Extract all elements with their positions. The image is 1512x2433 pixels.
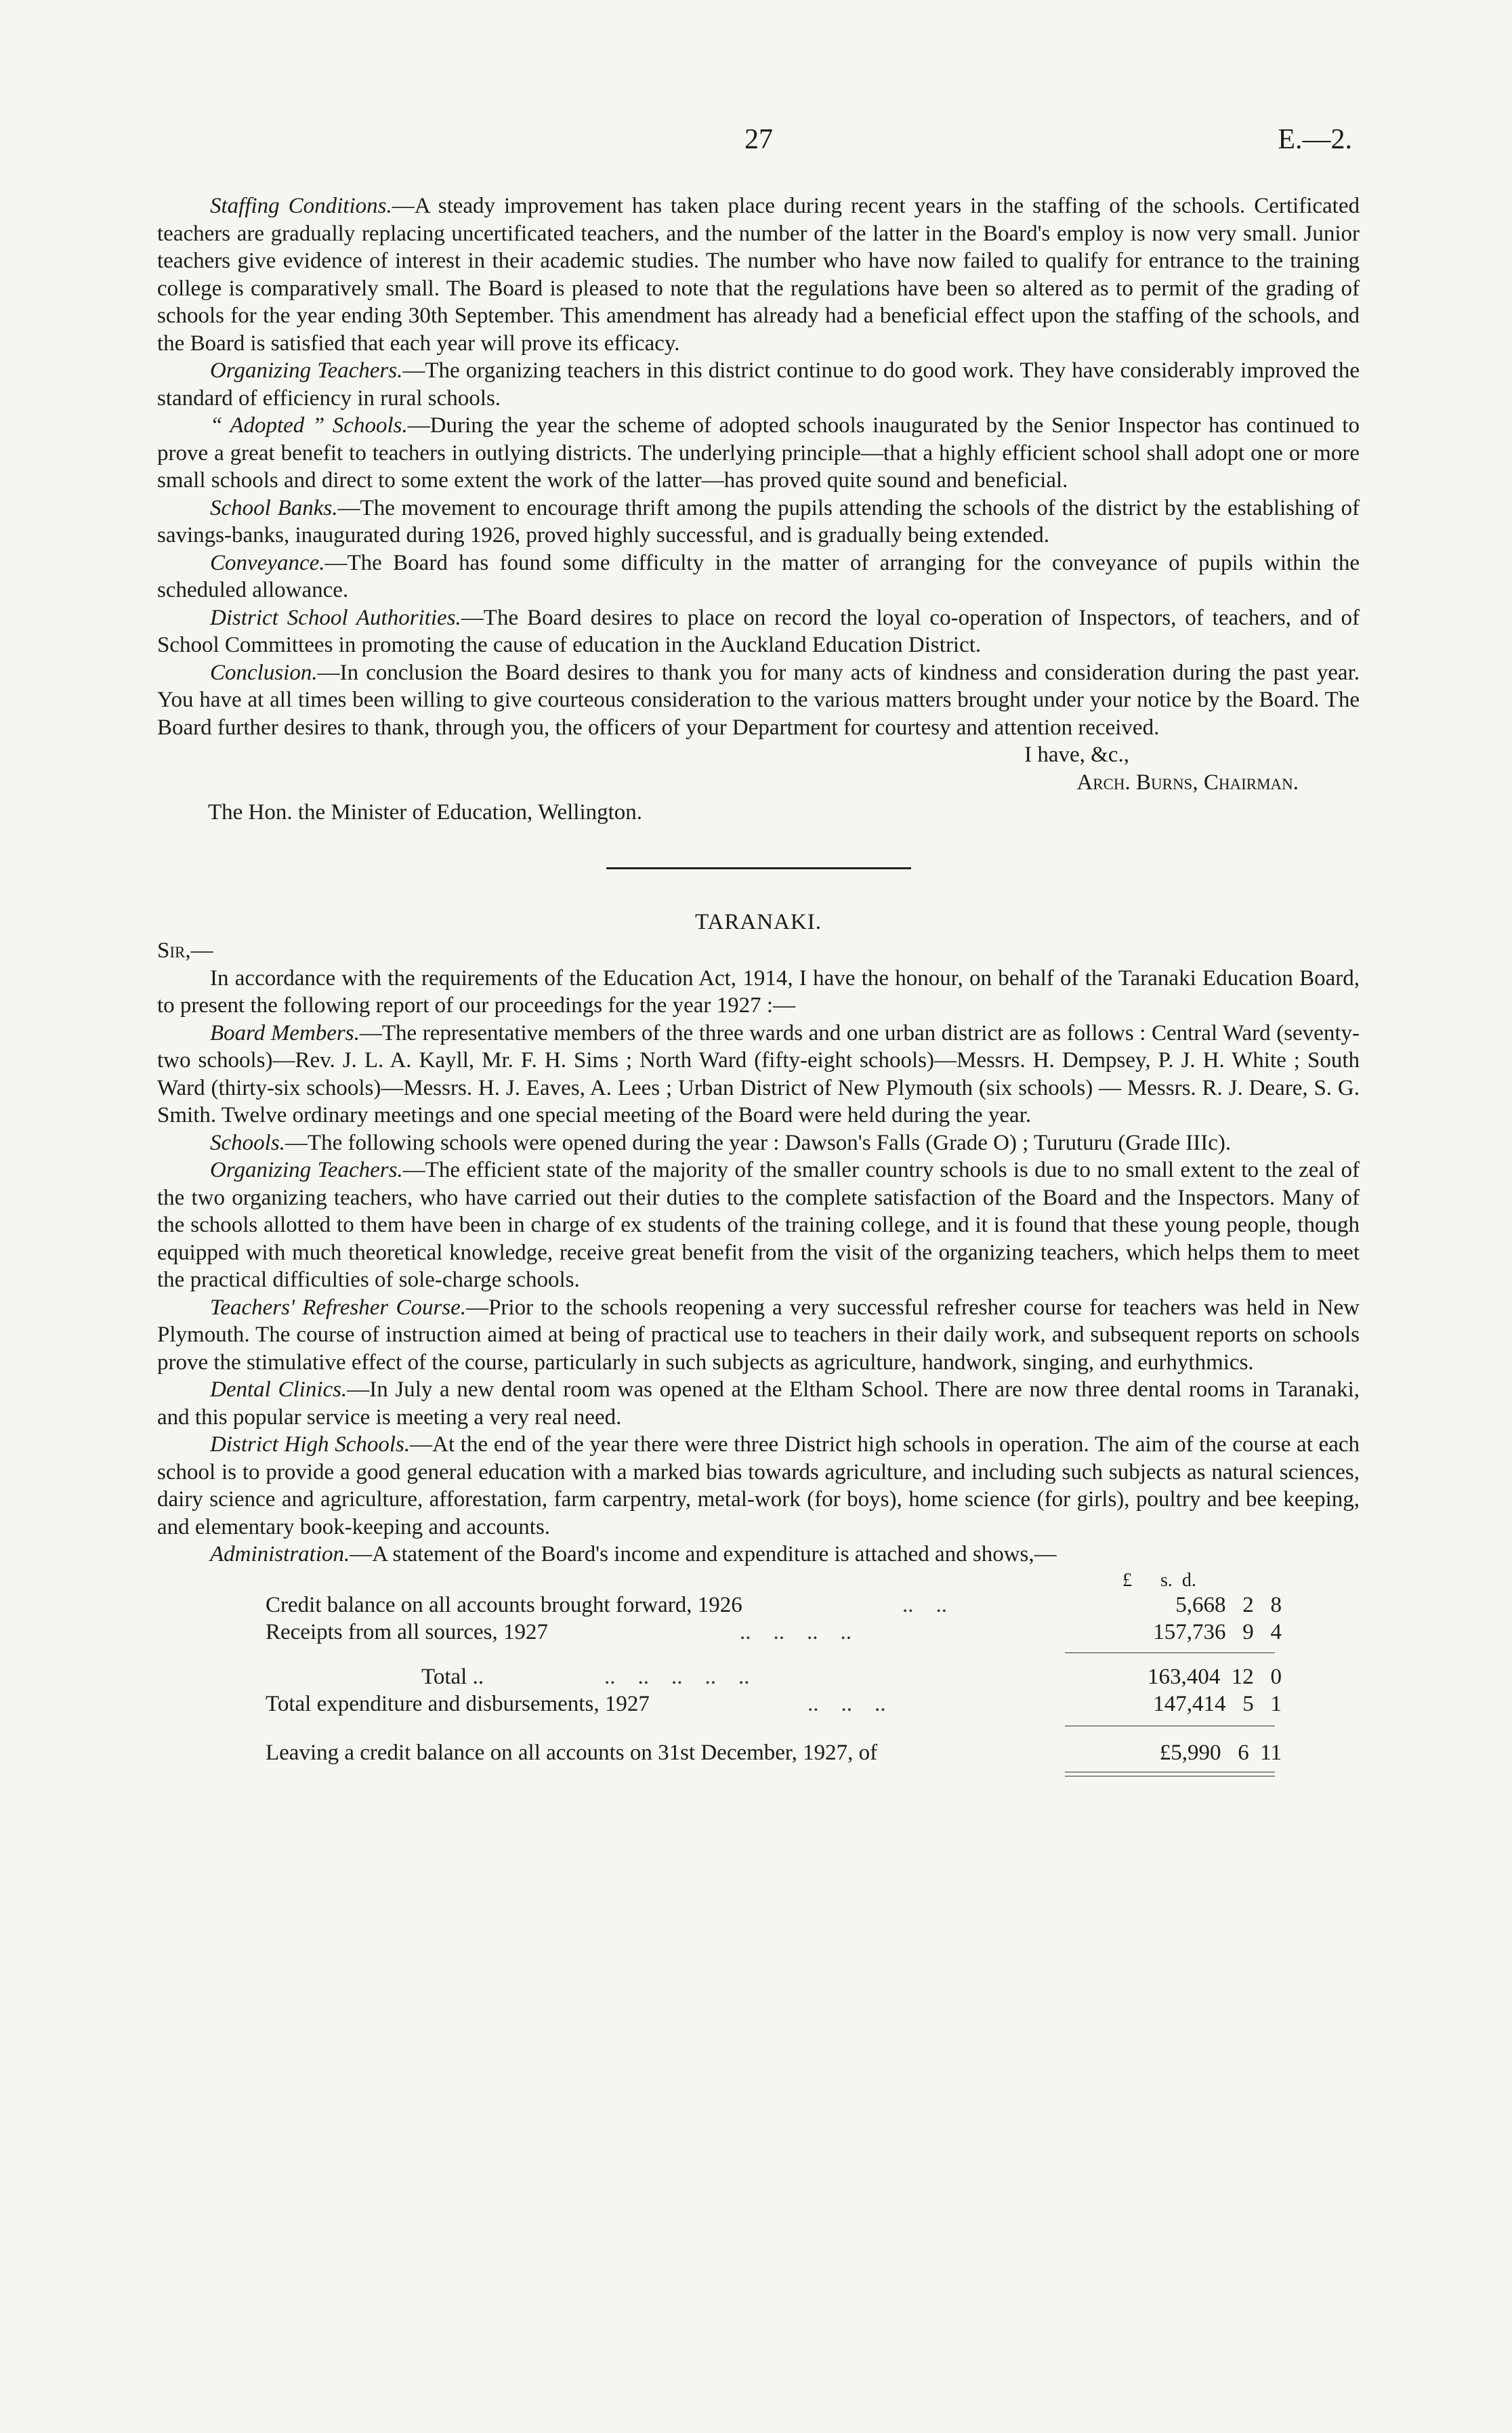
paragraph-text: —The following schools were opened during the year : Dawson's Falls (Grade O) ; Turuturu (Grade IIIc). xyxy=(285,1130,1232,1155)
page-number: 27 xyxy=(744,124,773,155)
section-title: TARANAKI. xyxy=(695,909,822,934)
section-divider xyxy=(606,867,911,869)
paragraph-staffing xyxy=(157,192,1360,357)
paragraph-dental-clinics xyxy=(157,1376,1360,1431)
paragraph-conclusion xyxy=(157,659,1360,742)
paragraph-text: —The Board desires to place on record the loyal co-operation of Inspectors, of teachers, and of School Committees in promoting the cause of education in the Auckland Education District. xyxy=(157,605,1360,657)
paragraph-lead: Teachers' Refresher Course. xyxy=(210,1295,467,1320)
leader-dots: .. .. .. .. xyxy=(740,1619,852,1644)
paragraph-text: —During the year the scheme of adopted schools inaugurated by the Senior Inspector has continued to prove a great benefit to teachers in outlying districts. The underlying principle—that a highly efficient school shall adopt one or more small schools and direct to some extent the work of the latter—has proved quite sound and beneficial. xyxy=(157,413,1360,493)
account-row-label: Leaving a credit balance on all accounts on 31st December, 1927, of xyxy=(266,1740,878,1765)
paragraph-lead: Organizing Teachers. xyxy=(210,358,403,383)
paragraph-lead: “ Adopted ” Schools. xyxy=(210,413,408,438)
paragraph-text: —The representative members of the three wards and one urban district are as follows : Central Ward (seventy-two schools)—Rev. J. L. A. Kayll, Mr. F. H. Sims ; North Ward (fifty-eight schools)—Messrs. H. Dempsey, P. J. H. White ; South Ward (thirty-six schools)—Messrs. H. J. Eaves, A. Lees ; Urban District of New Plymouth (six schools) — Messrs. R. J. Deare, S. G. Smith. Twelve ordinary meetings and one special meeting of the Board were held during the year. xyxy=(157,1020,1360,1127)
leader-dots: .. .. xyxy=(902,1592,947,1617)
paragraph-school-banks xyxy=(157,495,1360,549)
paragraph-lead: Administration. xyxy=(210,1542,350,1566)
paragraph-organizing-teachers xyxy=(157,1157,1360,1294)
account-row-amount: £5,990 6 11 xyxy=(1159,1740,1282,1765)
account-row-amount: 163,404 12 0 xyxy=(1148,1664,1282,1689)
paragraph-board-members xyxy=(157,1020,1360,1129)
leader-dots: .. .. .. xyxy=(807,1691,886,1716)
paragraph-lead: Board Members. xyxy=(210,1020,360,1045)
paragraph-district-high-schools xyxy=(157,1431,1360,1541)
account-row-label: Total expenditure and disbursements, 1927 xyxy=(266,1691,650,1716)
paragraph-text: —In July a new dental room was opened at the Eltham School. There are now three dental rooms in Taranaki, and this popular service is meeting a very real need. xyxy=(157,1377,1360,1430)
paragraph-text: —Prior to the schools reopening a very successful refresher course for teachers was held in New Plymouth. The course of instruction aimed at being of practical use to teachers in their daily work, and subsequent reports on schools prove the stimulative effect of the course, particularly in such subjects as agriculture, handwork, singing, and eurhythmics. xyxy=(157,1295,1360,1375)
paragraph-text: —A steady improvement has taken place during recent years in the staffing of the schools. Certificated teachers are gradually replacing uncertificated teachers, and the number of the latter in the Board's employ is now very small. Junior teachers give evidence of interest in their academic studies. The number who have now failed to qualify for entrance to the training college is comparatively small. The Board is pleased to note that the regulations have been so altered as to permit of the grading of schools for the year ending 30th September. This amendment has already had a beneficial effect upon the staffing of the schools, and the Board is satisfied that each year will prove its efficacy. xyxy=(157,194,1360,356)
leader-dots: .. .. .. .. .. xyxy=(604,1664,750,1689)
paragraph-lead: Dental Clinics. xyxy=(210,1377,348,1402)
paragraph-district-authorities xyxy=(157,604,1360,659)
account-row-label: Total .. xyxy=(421,1664,484,1689)
paragraph-adopted-schools xyxy=(157,412,1360,495)
paragraph-schools xyxy=(157,1129,1360,1157)
paragraph-text: —The efficient state of the majority of the smaller country schools is due to no small extent to the zeal of the two organizing teachers, who have carried out their duties to the complete satisfaction of the Board and the Inspectors. Many of the schools allotted to them have been in charge of ex students of the training college, and it is found that these young people, though equipped with much theoretical knowledge, receive great benefit from the visit of the organizing teachers, which helps them to meet the practical difficulties of sole-charge schools. xyxy=(157,1158,1360,1292)
paragraph-text: —In conclusion the Board desires to thank you for many acts of kindness and consideration during the past year. You have at all times been willing to give courteous consideration to the various matters brought under your notice by the Board. The Board further desires to thank, through you, the officers of your Department for courtesy and attention received. xyxy=(157,660,1360,740)
auckland-report-continuation xyxy=(157,192,1360,1826)
paragraph-lead: Staffing Conditions. xyxy=(210,194,392,218)
account-row-amount: 5,668 2 8 xyxy=(1175,1592,1282,1617)
paragraph-lead: Schools. xyxy=(210,1130,285,1155)
document-reference: E.—2. xyxy=(1278,124,1352,155)
paragraph-lead: Organizing Teachers. xyxy=(210,1158,403,1182)
account-statement xyxy=(157,1568,1360,1826)
currency-header: £ s. d. xyxy=(1122,1569,1196,1591)
paragraph-lead: Conveyance. xyxy=(210,550,325,575)
paragraph-conveyance xyxy=(157,549,1360,604)
paragraph-lead: District School Authorities. xyxy=(210,605,461,630)
addressee: The Hon. the Minister of Education, Wellington. xyxy=(208,800,643,825)
salutation: Sir,— xyxy=(157,938,213,963)
paragraph-text: —At the end of the year there were three District high schools in operation. The aim of the course at each school is to provide a good general education with a marked bias towards agriculture, and including such subjects as natural sciences, dairy science and agriculture, afforestation, farm carpentry, metal-work (for boys), home science (for girls), poultry and bee keeping, and elementary book-keeping and accounts. xyxy=(157,1432,1360,1539)
subtotal-rule xyxy=(1065,1652,1275,1653)
paragraph-text: —The organizing teachers in this district continue to do good work. They have considerably improved the standard of efficiency in rural schools. xyxy=(157,358,1360,411)
paragraph-lead: School Banks. xyxy=(210,495,338,520)
paragraph-organizing-teachers xyxy=(157,357,1360,412)
account-row-label: Credit balance on all accounts brought forward, 1926 xyxy=(266,1592,742,1617)
account-row-amount: 147,414 5 1 xyxy=(1153,1691,1282,1716)
final-double-rule xyxy=(1065,1772,1275,1776)
paragraph-intro: In accordance with the requirements of the Education Act, 1914, I have the honour, on behalf of the Taranaki Education Board, to present the following report of our proceedings for the year 1927 :— xyxy=(157,965,1360,1018)
signature: Arch. Burns, Chairman. xyxy=(1076,770,1299,795)
paragraph-text: —The movement to encourage thrift among the pupils attending the schools of the district by the establishing of savings-banks, inaugurated during 1926, proved highly successful, and is gradually being extended. xyxy=(157,495,1360,547)
paragraph-lead: Conclusion. xyxy=(210,660,318,685)
paragraph-lead: District High Schools. xyxy=(210,1432,411,1457)
closing-line: I have, &c., xyxy=(1024,743,1129,767)
paragraph-refresher-course xyxy=(157,1294,1360,1377)
paragraph-text: —A statement of the Board's income and expenditure is attached and shows,— xyxy=(350,1542,1057,1566)
paragraph-administration xyxy=(157,1541,1360,1568)
account-row-amount: 157,736 9 4 xyxy=(1153,1619,1282,1644)
account-row-label: Receipts from all sources, 1927 xyxy=(266,1619,548,1644)
paragraph-text: —The Board has found some difficulty in the matter of arranging for the conveyance of pupils within the scheduled allowance. xyxy=(157,550,1360,602)
